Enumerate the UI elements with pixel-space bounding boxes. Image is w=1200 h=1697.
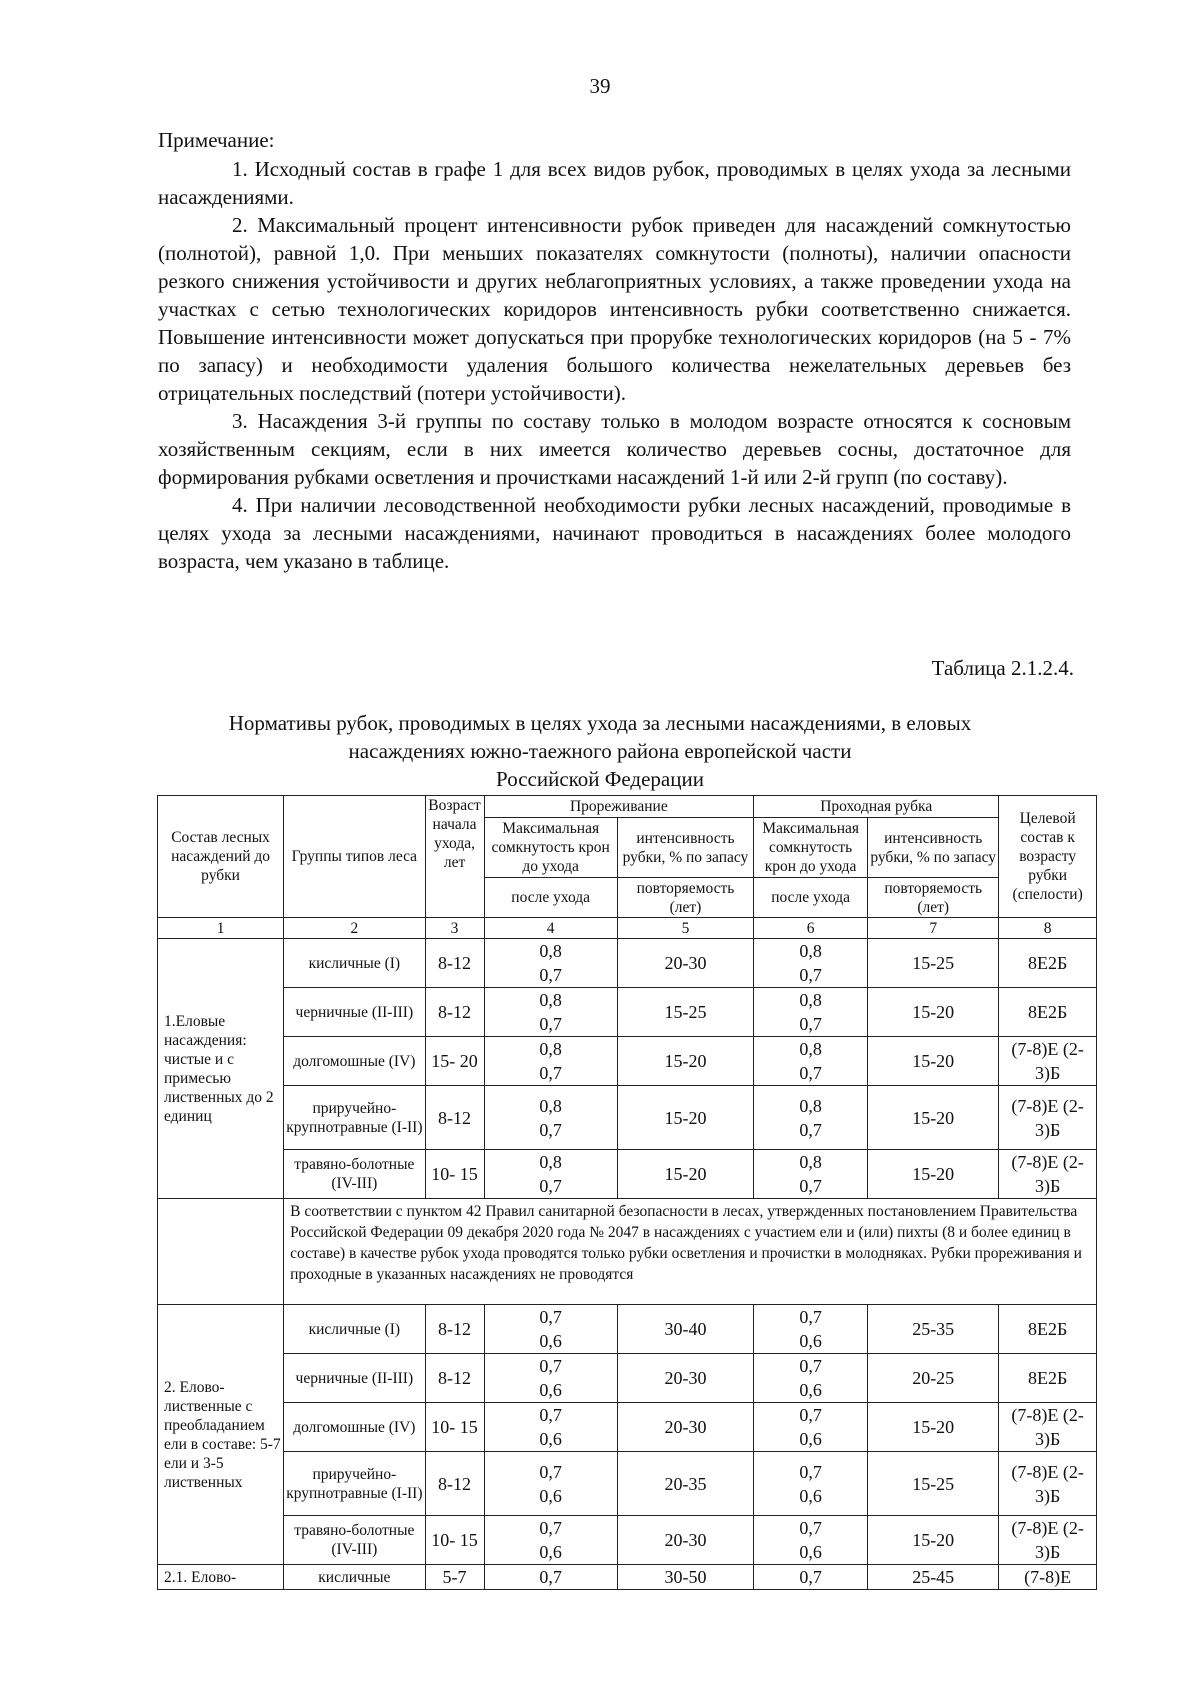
density-cell — [484, 1516, 617, 1565]
density-after: 0,6 — [539, 1429, 562, 1449]
passage-density-after: 0,7 — [799, 1176, 822, 1196]
passage-repeat: 15-20 — [868, 1086, 999, 1150]
intensity: 20-30 — [617, 1354, 753, 1403]
density-cell — [484, 1086, 617, 1150]
passage-density-after: 0,6 — [799, 1331, 822, 1351]
passage-density-cell — [754, 988, 868, 1037]
forest-type: долгомошные (IV) — [284, 1037, 425, 1086]
age-start: 10- 15 — [425, 1516, 484, 1565]
table-title — [0, 709, 1200, 793]
note-item: 2. Максимальный процент интенсивности рубок приведен для насаждений сомкнутостью (полнотой), равной 1,0. При меньших показателях сомкнутости (полноты), наличии опасности резкого снижения устойчивости и других неблагоприятных условиях, а также проведении ухода на участках с сетью технологических коридоров интенсивность рубки соответственно снижается. Повышение интенсивности может допускаться при прорубке технологических коридоров (на 5 - 7% по запасу) и необходимости удаления большого количества нежелательных деревьев без отрицательных последствий (потери устойчивости). — [158, 213, 1071, 405]
header-max-density: Максимальная сомкнутость крон до ухода — [484, 818, 617, 878]
target-composition: 8Е2Б — [999, 1305, 1097, 1354]
density-after: 0,6 — [539, 1331, 562, 1351]
density-before: 0,7 — [539, 1518, 562, 1538]
header-after: после ухода — [484, 878, 617, 918]
age-start: 8-12 — [425, 1086, 484, 1150]
age-start: 10- 15 — [425, 1403, 484, 1452]
passage-repeat: 15-25 — [868, 939, 999, 988]
table-row — [158, 1516, 1097, 1565]
density-after: 0,7 — [539, 965, 562, 985]
table-row — [158, 1037, 1097, 1086]
table-row — [158, 988, 1097, 1037]
column-number: 7 — [868, 918, 999, 939]
density-after: 0,6 — [539, 1380, 562, 1400]
group-name-continued — [158, 1199, 284, 1305]
header-forest-type: Группы типов леса — [284, 796, 425, 918]
age-start: 8-12 — [425, 939, 484, 988]
header-composition: Состав лесных насаждений до рубки — [158, 796, 284, 918]
density-after: 0,7 — [539, 1014, 562, 1034]
header-passage: Проходная рубка — [754, 796, 999, 818]
passage-repeat: 25-35 — [868, 1305, 999, 1354]
passage-density-before: 0,8 — [799, 1152, 822, 1172]
column-number: 1 — [158, 918, 284, 939]
density-before: 0,7 — [539, 1307, 562, 1327]
forest-type: приручейно-крупнотравные (I-II) — [284, 1086, 425, 1150]
passage-repeat: 15-20 — [868, 1403, 999, 1452]
passage-density-after: 0,7 — [799, 1014, 822, 1034]
passage-repeat: 15-20 — [868, 988, 999, 1037]
table-title-line: насаждениях южно-таежного района европейской части — [348, 739, 852, 763]
passage-repeat: 25-45 — [868, 1565, 999, 1590]
header-after-passage: после ухода — [754, 878, 868, 918]
table-row — [158, 1086, 1097, 1150]
target-composition: (7-8)Е (2-3)Б — [999, 1452, 1097, 1516]
age-start: 8-12 — [425, 988, 484, 1037]
passage-density-cell — [754, 1037, 868, 1086]
passage-density-before: 0,7 — [799, 1461, 822, 1482]
passage-repeat: 15-25 — [868, 1452, 999, 1516]
forest-type: долгомошные (IV) — [284, 1403, 425, 1452]
target-composition: 8Е2Б — [999, 1354, 1097, 1403]
target-composition: (7-8)Е (2-3)Б — [999, 1037, 1097, 1086]
passage-density-cell — [754, 1150, 868, 1199]
column-number: 5 — [617, 918, 753, 939]
passage-density-cell — [754, 1452, 868, 1516]
age-start: 8-12 — [425, 1354, 484, 1403]
density-before: 0,7 — [539, 1405, 562, 1425]
header-repeat: повторяемость (лет) — [617, 878, 753, 918]
age-start: 15- 20 — [425, 1037, 484, 1086]
intensity: 20-30 — [617, 1516, 753, 1565]
table-row — [158, 1150, 1097, 1199]
passage-repeat: 15-20 — [868, 1150, 999, 1199]
column-number: 2 — [284, 918, 425, 939]
table-title-line: Российской Федерации — [496, 767, 704, 791]
density-after: 0,6 — [539, 1542, 562, 1562]
intensity: 20-30 — [617, 939, 753, 988]
age-start: 8-12 — [425, 1305, 484, 1354]
forest-type: черничные (II-III) — [284, 988, 425, 1037]
passage-density-after: 0,7 — [799, 1119, 822, 1140]
target-composition: 8Е2Б — [999, 939, 1097, 988]
table-label: Таблица 2.1.2.4. — [931, 656, 1074, 680]
passage-density-cell — [754, 1516, 868, 1565]
forest-type: травяно-болотные (IV-III) — [284, 1516, 425, 1565]
density-before: 0,7 — [539, 1461, 562, 1482]
forest-type: черничные (II-III) — [284, 1354, 425, 1403]
passage-density-before: 0,8 — [799, 1095, 822, 1116]
column-number: 3 — [425, 918, 484, 939]
density-cell — [484, 1403, 617, 1452]
passage-density-before: 0,8 — [799, 941, 822, 961]
header-thinning: Прореживание — [484, 796, 754, 818]
intensity: 15-20 — [617, 1037, 753, 1086]
column-number: 8 — [999, 918, 1097, 939]
notes — [158, 155, 1071, 575]
passage-density-cell — [754, 1086, 868, 1150]
header-age: Возраст начала ухода, лет — [425, 796, 484, 918]
age-start: 5-7 — [425, 1565, 484, 1590]
passage-density-before: 0,7 — [799, 1307, 822, 1327]
note-item: 3. Насаждения 3-й группы по составу только в молодом возрасте относятся к сосновым хозяйственным секциям, если в них имеется количество деревьев сосны, достаточное для формирования рубками осветления и прочистками насаждений 1-й или 2-й групп (по составу). — [158, 409, 1071, 489]
intensity: 15-20 — [617, 1150, 753, 1199]
passage-density-before: 0,7 — [799, 1405, 822, 1425]
passage-density-after: 0,7 — [799, 1063, 822, 1083]
target-composition: (7-8)Е (2-3)Б — [999, 1086, 1097, 1150]
passage-density-before: 0,8 — [799, 990, 822, 1010]
target-composition: 8Е2Б — [999, 988, 1097, 1037]
age-start: 8-12 — [425, 1452, 484, 1516]
passage-density-after: 0,6 — [799, 1542, 822, 1562]
density-cell — [484, 939, 617, 988]
passage-density-after: 0,7 — [799, 965, 822, 985]
density-before: 0,8 — [539, 1039, 562, 1059]
density-cell — [484, 1452, 617, 1516]
density-before: 0,8 — [539, 990, 562, 1010]
passage-density-before: 0,7 — [799, 1518, 822, 1538]
density-cell — [484, 988, 617, 1037]
table-row — [158, 1305, 1097, 1354]
target-composition: (7-8)Е — [999, 1565, 1097, 1590]
table-row — [158, 939, 1097, 988]
table-row — [158, 1403, 1097, 1452]
intensity: 20-35 — [617, 1452, 753, 1516]
target-composition: (7-8)Е (2-3)Б — [999, 1403, 1097, 1452]
density-cell — [484, 1305, 617, 1354]
header-intensity-passage: интенсивность рубки, % по запасу — [868, 818, 999, 878]
density-cell — [484, 1354, 617, 1403]
note-item: 1. Исходный состав в графе 1 для всех видов рубок, проводимых в целях ухода за лесными насаждениями. — [158, 157, 1071, 209]
forest-type: кисличные (I) — [284, 939, 425, 988]
table-row — [158, 1199, 1097, 1305]
group-name: 1.Еловые насаждения: чистые и с примесью лиственных до 2 единиц — [158, 939, 284, 1199]
target-composition: (7-8)Е (2-3)Б — [999, 1516, 1097, 1565]
intensity: 15-20 — [617, 1086, 753, 1150]
target-composition: (7-8)Е (2-3)Б — [999, 1150, 1097, 1199]
density-after: 0,6 — [539, 1485, 562, 1506]
note-title: Примечание: — [158, 128, 275, 152]
forest-type: приручейно-крупнотравные (I-II) — [284, 1452, 425, 1516]
intensity: 20-30 — [617, 1403, 753, 1452]
passage-density-cell — [754, 939, 868, 988]
density-cell — [484, 1150, 617, 1199]
sanitary-note: В соответствии с пунктом 42 Правил санитарной безопасности в лесах, утвержденных постановлением Правительства Российской Федерации 09 декабря 2020 года № 2047 в насаждениях с участием ели и (или) пихты (8 и более единиц в составе) в качестве рубок ухода проводятся только рубки осветления и прочистки в молодняках. Рубки прореживания и проходные в указанных насаждениях не проводятся — [284, 1199, 1097, 1305]
passage-density-before: 0,7 — [799, 1356, 822, 1376]
table-row — [158, 1565, 1097, 1590]
density-before: 0,7 — [484, 1565, 617, 1590]
passage-density-before: 0,7 — [754, 1565, 868, 1590]
intensity: 15-25 — [617, 988, 753, 1037]
column-number: 6 — [754, 918, 868, 939]
passage-density-cell — [754, 1403, 868, 1452]
passage-density-after: 0,6 — [799, 1380, 822, 1400]
forest-type: кисличные — [284, 1565, 425, 1590]
table-row — [158, 1452, 1097, 1516]
density-before: 0,8 — [539, 941, 562, 961]
density-after: 0,7 — [539, 1119, 562, 1140]
header-intensity: интенсивность рубки, % по запасу — [617, 818, 753, 878]
passage-repeat: 15-20 — [868, 1037, 999, 1086]
passage-repeat: 20-25 — [868, 1354, 999, 1403]
group-name: 2.1. Елово- — [158, 1565, 284, 1590]
intensity: 30-40 — [617, 1305, 753, 1354]
page-number: 39 — [589, 74, 611, 98]
group-name: 2. Елово-лиственные с преобладанием ели в составе: 5-7 ели и 3-5 лиственных — [158, 1305, 284, 1565]
note-item: 4. При наличии лесоводственной необходимости рубки лесных насаждений, проводимые в целях ухода за лесными насаждениями, начинают проводиться в насаждениях более молодого возраста, чем указано в таблице. — [158, 493, 1071, 573]
column-number: 4 — [484, 918, 617, 939]
density-after: 0,7 — [539, 1176, 562, 1196]
table-row — [158, 1354, 1097, 1403]
density-before: 0,7 — [539, 1356, 562, 1376]
intensity: 30-50 — [617, 1565, 753, 1590]
passage-density-after: 0,6 — [799, 1429, 822, 1449]
forest-type: кисличные (I) — [284, 1305, 425, 1354]
norms-table — [157, 795, 1097, 1590]
density-cell — [484, 1037, 617, 1086]
passage-repeat: 15-20 — [868, 1516, 999, 1565]
passage-density-cell — [754, 1305, 868, 1354]
forest-type: травяно-болотные (IV-III) — [284, 1150, 425, 1199]
passage-density-before: 0,8 — [799, 1039, 822, 1059]
density-after: 0,7 — [539, 1063, 562, 1083]
age-start: 10- 15 — [425, 1150, 484, 1199]
passage-density-after: 0,6 — [799, 1485, 822, 1506]
passage-density-cell — [754, 1354, 868, 1403]
table-title-line: Нормативы рубок, проводимых в целях ухода за лесными насаждениями, в еловых — [228, 711, 972, 735]
density-before: 0,8 — [539, 1152, 562, 1172]
header-target: Целевой состав к возрасту рубки (спелости) — [999, 796, 1097, 918]
header-repeat-passage: повторяемость (лет) — [868, 878, 999, 918]
header-max-density-passage: Максимальная сомкнутость крон до ухода — [754, 818, 868, 878]
density-before: 0,8 — [539, 1095, 562, 1116]
